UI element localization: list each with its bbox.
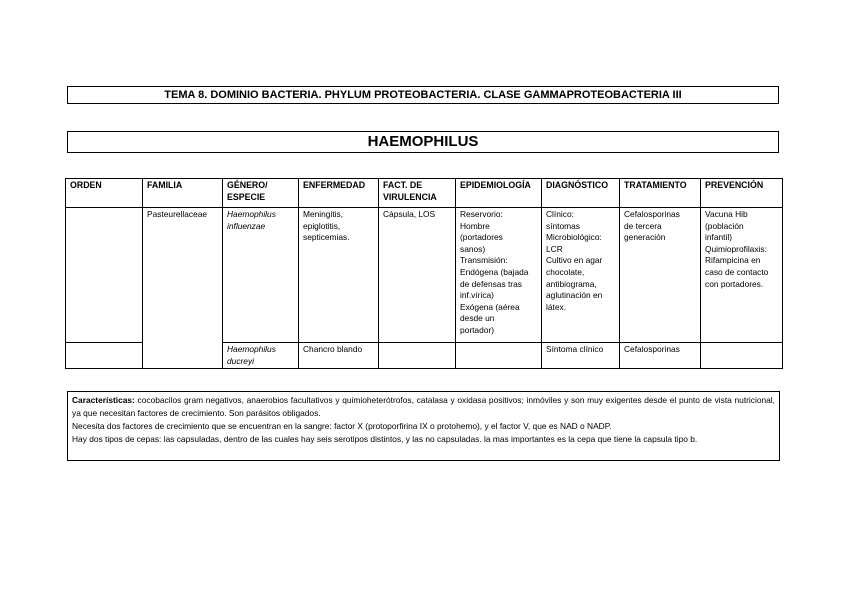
cell-line: antibiograma,: [546, 278, 597, 289]
cell-line: sanos): [460, 243, 486, 254]
cell-line: generación: [624, 232, 666, 243]
cell-enfermedad: [299, 208, 379, 343]
cell-orden: [66, 343, 143, 369]
cell-line: Cefalosporinas: [624, 209, 680, 219]
cell-orden: [66, 208, 143, 343]
genero-line2: ducreyi: [227, 355, 254, 366]
cell-line: Quimioprofilaxis:: [705, 243, 767, 254]
cell-line: septicemias.: [303, 232, 350, 243]
cell-line: de tercera: [624, 220, 662, 231]
cell-line: con portadores.: [705, 278, 764, 289]
cell-genero: [223, 343, 299, 369]
classification-table: [65, 178, 783, 369]
cell-line: Vacuna Hib: [705, 209, 748, 219]
header-genero-line2: ESPECIE: [227, 191, 266, 202]
cell-line: desde un: [460, 313, 495, 324]
table-header-row: [66, 179, 783, 208]
cell-line: Hombre: [460, 220, 490, 231]
characteristics-label: Características:: [72, 395, 135, 405]
cell-line: LCR: [546, 243, 563, 254]
growth-factors-paragraph: Necesita dos factores de crecimiento que se encuentran en la sangre: factor X (protoporfirina IX o protohemo), y el factor V, que es NAD o NADP.: [72, 421, 612, 431]
characteristics-box: [67, 391, 780, 461]
cell-tratamiento: Cefalosporinas: [620, 343, 701, 369]
cell-enfermedad: Chancro blando: [299, 343, 379, 369]
document-title: TEMA 8. DOMINIO BACTERIA. PHYLUM PROTEOBACTERIA. CLASE GAMMAPROTEOBACTERIA III: [67, 86, 779, 104]
cell-line: epiglotitis,: [303, 220, 341, 231]
cell-line: Cultivo en agar: [546, 255, 603, 266]
cell-line: Clínico:: [546, 209, 574, 219]
cell-line: Endógena (bajada: [460, 266, 529, 277]
cell-line: Exógena (aérea: [460, 301, 520, 312]
header-genero-line1: GÉNERO/: [227, 180, 268, 190]
header-tratamiento: TRATAMIENTO: [620, 179, 701, 208]
header-diagnostico: DIAGNÓSTICO: [542, 179, 620, 208]
header-familia: FAMILIA: [143, 179, 223, 208]
cell-familia: Pasteurellaceae: [143, 208, 223, 369]
genero-line1: Haemophilus: [227, 344, 276, 354]
cell-line: Microbiológico:: [546, 232, 602, 243]
cell-line: inf.vírica): [460, 290, 494, 301]
cell-diagnostico: Síntoma clínico: [542, 343, 620, 369]
cell-prevencion: [701, 208, 783, 343]
header-genero: [223, 179, 299, 208]
header-orden: ORDEN: [66, 179, 143, 208]
cell-line: (portadores: [460, 232, 503, 243]
table-row: [66, 208, 783, 343]
cell-genero: [223, 208, 299, 343]
header-fact-virulencia: [379, 179, 456, 208]
cell-fact-virulencia: Cápsula, LOS: [379, 208, 456, 343]
cell-line: Rifampicina en: [705, 255, 761, 266]
cell-line: (población: [705, 220, 744, 231]
cell-line: portador): [460, 324, 494, 335]
characteristics-text: cocobacilos gram negativos, anaerobios facultativos y quimioheterótrofos, catalasa y oxidasa positivos; inmóviles y son muy exigentes desde el punto de vista nutricional, ya que necesitan factores de crecimiento. Son parásitos obligados.: [72, 395, 775, 418]
header-fact-line2: VIRULENCIA: [383, 191, 437, 202]
header-prevencion: PREVENCIÓN: [701, 179, 783, 208]
cell-fact-virulencia: [379, 343, 456, 369]
characteristics-paragraph: [72, 394, 775, 420]
cell-line: caso de contacto: [705, 266, 769, 277]
cell-line: Meningitis,: [303, 209, 344, 219]
strains-paragraph: Hay dos tipos de cepas: las capsuladas, dentro de las cuales hay seis serotipos distintos, y las no capsuladas. la mas importantes es la cepa que tiene la capsula tipo b.: [72, 434, 698, 444]
header-epidemiologia: EPIDEMIOLOGÍA: [456, 179, 542, 208]
genero-line2: influenzae: [227, 220, 266, 231]
cell-line: síntomas: [546, 220, 580, 231]
cell-epidemiologia: [456, 208, 542, 343]
header-enfermedad: ENFERMEDAD: [299, 179, 379, 208]
cell-line: aglutinación en: [546, 290, 603, 301]
genero-line1: Haemophilus: [227, 209, 276, 219]
cell-line: látex.: [546, 301, 567, 312]
cell-tratamiento: [620, 208, 701, 343]
cell-line: infantil): [705, 232, 732, 243]
cell-line: Reservorio:: [460, 209, 503, 219]
cell-line: de defensas tras: [460, 278, 522, 289]
section-heading: HAEMOPHILUS: [67, 131, 779, 153]
header-fact-line1: FACT. DE: [383, 180, 423, 190]
cell-prevencion: [701, 343, 783, 369]
cell-diagnostico: [542, 208, 620, 343]
cell-line: chocolate,: [546, 266, 585, 277]
cell-epidemiologia: [456, 343, 542, 369]
cell-line: Transmisión:: [460, 255, 508, 266]
